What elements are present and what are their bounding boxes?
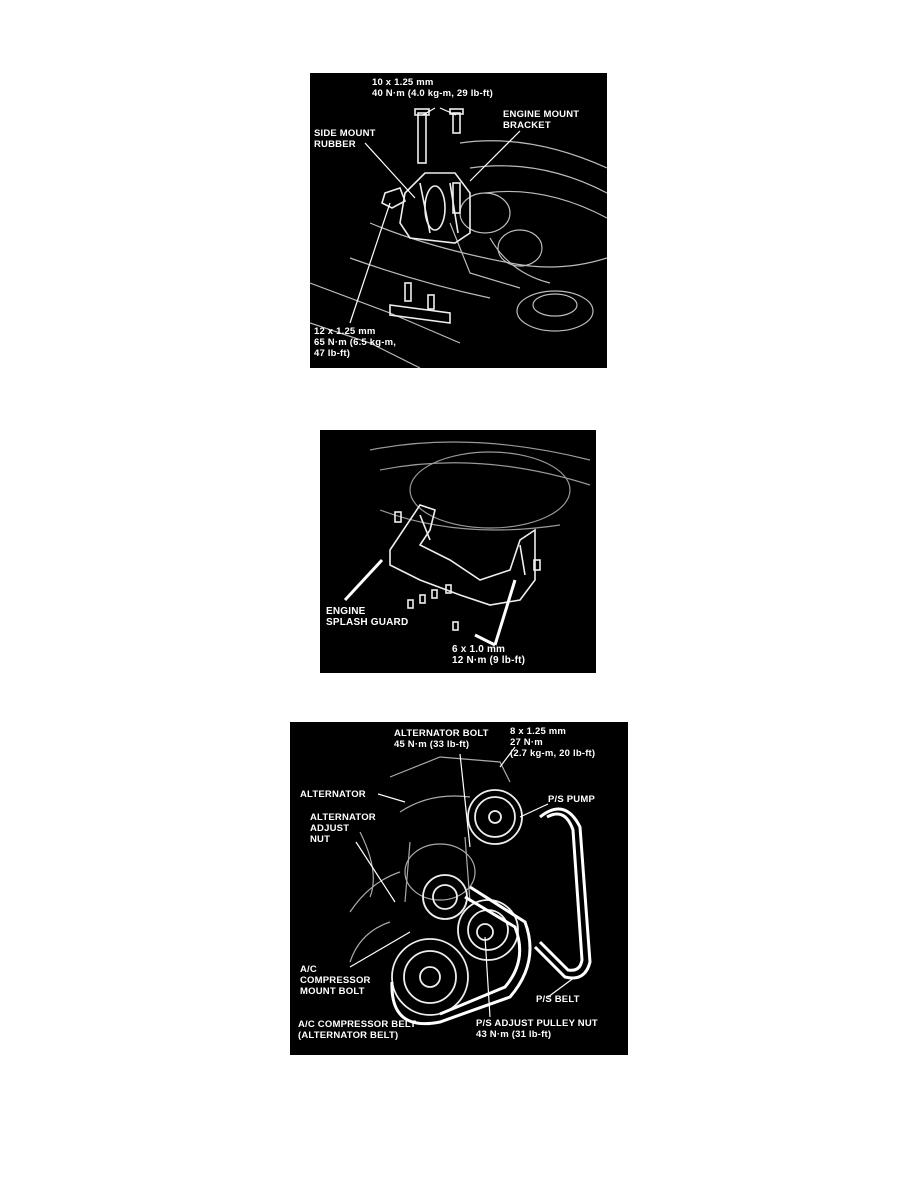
- bolt-size-label: 10 x 1.25 mm: [372, 77, 434, 88]
- side-mount-rubber-label: SIDE MOUNT RUBBER: [314, 128, 376, 150]
- alternator-adjust-nut-label: ALTERNATOR ADJUST NUT: [310, 812, 376, 845]
- splash-guard-figure: [320, 430, 596, 673]
- nut-spec-label: 12 x 1.25 mm 65 N·m (6.5 kg-m, 47 lb-ft): [314, 326, 397, 359]
- splash-guard-illustration: [320, 430, 596, 673]
- bolt-torque-label: 40 N·m (4.0 kg-m, 29 lb-ft): [372, 88, 494, 99]
- engine-mount-bracket-label: ENGINE MOUNT BRACKET: [503, 109, 580, 131]
- belts-bolt-spec-label: 8 x 1.25 mm 27 N·m (2.7 kg-m, 20 lb-ft): [510, 726, 596, 759]
- belts-figure: [290, 722, 628, 1055]
- ps-adjust-pulley-nut-label: P/S ADJUST PULLEY NUT 43 N·m (31 lb-ft): [476, 1018, 598, 1040]
- belts-illustration: [290, 722, 628, 1055]
- ps-belt-label: P/S BELT: [536, 994, 580, 1005]
- engine-splash-guard-label: ENGINE SPLASH GUARD: [326, 606, 409, 628]
- splash-guard-bolt-spec-label: 6 x 1.0 mm 12 N·m (9 lb-ft): [452, 644, 526, 666]
- alternator-bolt-label: ALTERNATOR BOLT 45 N·m (33 lb-ft): [394, 728, 489, 750]
- ps-pump-label: P/S PUMP: [548, 794, 595, 805]
- ac-compressor-mount-bolt-label: A/C COMPRESSOR MOUNT BOLT: [300, 964, 371, 997]
- alternator-label: ALTERNATOR: [300, 789, 366, 800]
- side-mount-figure: [310, 73, 607, 368]
- ac-compressor-belt-label: A/C COMPRESSOR BELT (ALTERNATOR BELT): [298, 1019, 417, 1041]
